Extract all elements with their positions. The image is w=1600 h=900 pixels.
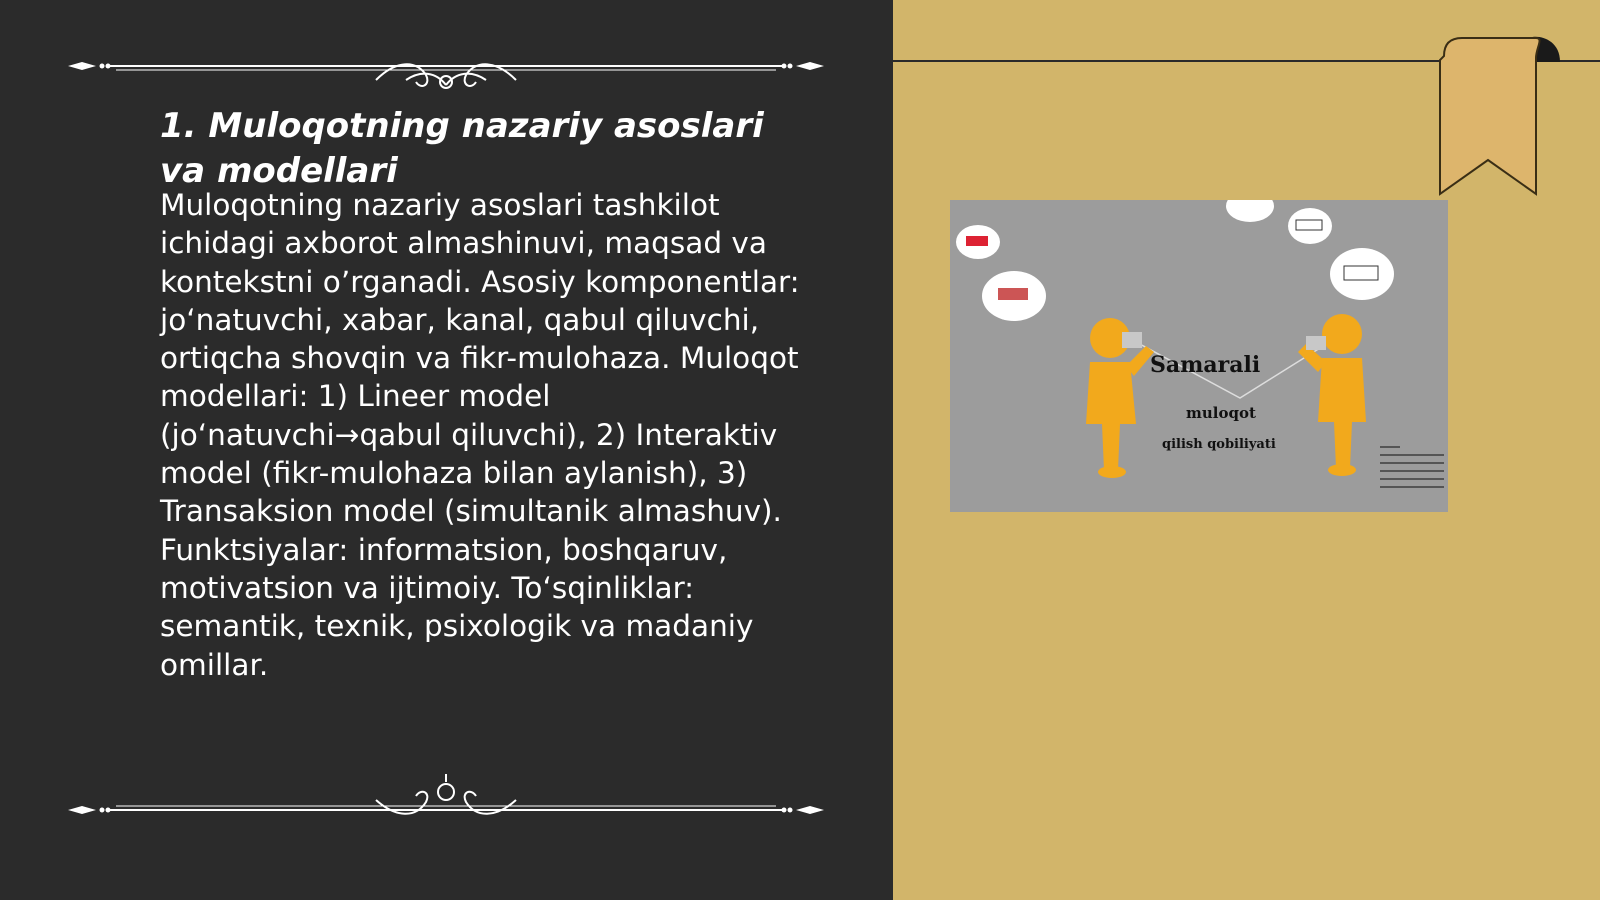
person-figure-icon (1298, 314, 1366, 476)
illustration-title: Samarali (1150, 352, 1261, 378)
illustration-subtitle: muloqot (1186, 404, 1256, 422)
slide-title: 1. Muloqotning nazariy asoslari va modellari (160, 106, 764, 191)
slide-body-text: Muloqotning nazariy asoslari tashkilot ichidagi axborot almashinuvi, maqsad va kontekstni o’rganadi. Asosiy komponentlar: jo‘natuvchi, xabar, kanal, qabul qiluvchi, ortiqcha shovqin va fikr-mulohaza. Muloqot modellari: 1) Lineer model (jo‘natuvchi→qabul qiluvchi), 2) Interaktiv model (fikr-mulohaza bilan aylanish), 3) Transaksion model (simultanik almashuv). Funktsiyalar: informatsion, boshqaruv, motivatsion va ijtimoiy. To‘sqinliklar: semantik, texnik, psixologik va madaniy omillar. (160, 188, 800, 682)
bookmark-ribbon-icon (1432, 36, 1560, 198)
flourish-divider-icon (66, 40, 826, 90)
illustration-image (950, 200, 1448, 512)
speech-bubble-icon (956, 225, 1000, 259)
speech-bubble-icon (1330, 248, 1394, 300)
person-figure-icon (1086, 318, 1154, 478)
speech-bubble-icon (982, 271, 1046, 321)
illustration-caption: qilish qobiliyati (1162, 437, 1276, 452)
speech-bubble-icon (1288, 208, 1332, 244)
speech-bubble-icon (1226, 200, 1274, 222)
flourish-divider-icon (66, 770, 826, 820)
